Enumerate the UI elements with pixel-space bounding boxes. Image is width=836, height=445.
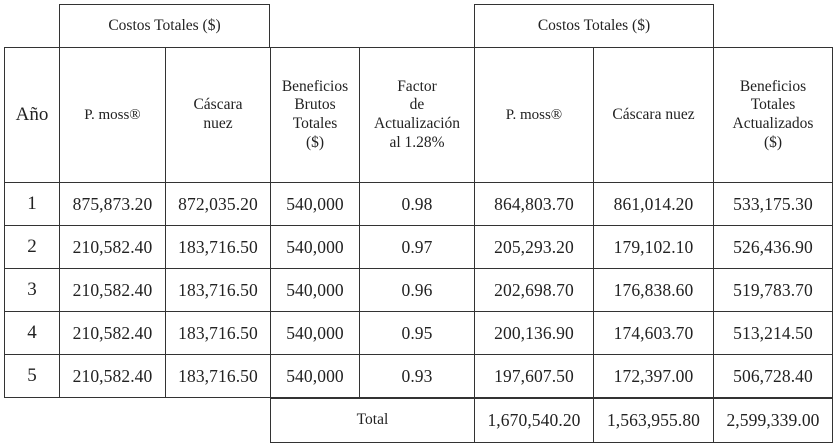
table-cell-factor: 0.97 [359, 225, 475, 269]
column-header-beneficios-brutos: Beneficios Brutos Totales ($) [270, 47, 360, 183]
table-cell-pmoss: 210,582.40 [59, 311, 166, 355]
table-cell-year: 5 [4, 354, 60, 398]
table-cell-beneficios: 540,000 [270, 182, 360, 226]
total-label: Total [356, 411, 389, 429]
table-cell-cascara-act: 861,014.20 [593, 182, 714, 226]
total-label-cell [270, 398, 475, 443]
group-header-left-label: Costos Totales ($) [108, 16, 221, 34]
column-header-year: Año [4, 47, 60, 183]
table-cell-factor: 0.93 [359, 354, 475, 398]
table-cell-pmoss-act: 205,293.20 [474, 225, 594, 269]
table-cell-beneficios: 540,000 [270, 354, 360, 398]
table-cell-factor: 0.95 [359, 311, 475, 355]
column-header-cascara-actualizado: Cáscara nuez [593, 47, 714, 183]
table-cell-pmoss: 875,873.20 [59, 182, 166, 226]
table-cell-year: 3 [4, 268, 60, 312]
table-cell-beneficios: 540,000 [270, 225, 360, 269]
table-cell-beneficios: 540,000 [270, 311, 360, 355]
table-cell-year: 4 [4, 311, 60, 355]
column-header-factor-actualizacion: Factor de Actualización al 1.28% [359, 47, 475, 183]
total-beneficios-actualizados: 2,599,339.00 [713, 398, 833, 443]
total-cascara-actualizado: 1,563,955.80 [593, 398, 714, 443]
table-cell-beneficios-act: 526,436.90 [713, 225, 833, 269]
table-cell-pmoss: 210,582.40 [59, 354, 166, 398]
table-cell-pmoss: 210,582.40 [59, 268, 166, 312]
table-cell-beneficios-act: 519,783.70 [713, 268, 833, 312]
table-cell-cascara-act: 176,838.60 [593, 268, 714, 312]
column-header-cascara: Cáscara nuez [165, 47, 271, 183]
table-cell-pmoss-act: 202,698.70 [474, 268, 594, 312]
table-cell-cascara: 183,716.50 [165, 354, 271, 398]
column-header-pmoss: P. moss® [59, 47, 166, 183]
table-cell-cascara-act: 179,102.10 [593, 225, 714, 269]
table-cell-cascara: 872,035.20 [165, 182, 271, 226]
total-pmoss-actualizado: 1,670,540.20 [474, 398, 594, 443]
table-cell-cascara-act: 172,397.00 [593, 354, 714, 398]
table-cell-beneficios: 540,000 [270, 268, 360, 312]
table-cell-year: 1 [4, 182, 60, 226]
table-cell-pmoss-act: 864,803.70 [474, 182, 594, 226]
table-cell-cascara-act: 174,603.70 [593, 311, 714, 355]
table-cell-pmoss-act: 197,607.50 [474, 354, 594, 398]
table-cell-pmoss-act: 200,136.90 [474, 311, 594, 355]
column-header-beneficios-actualizados: Beneficios Totales Actualizados ($) [713, 47, 833, 183]
column-header-pmoss-actualizado: P. moss® [474, 47, 594, 183]
table-cell-year: 2 [4, 225, 60, 269]
group-header-costos-totales [59, 4, 270, 48]
group-header-right-label: Costos Totales ($) [537, 16, 651, 34]
table-cell-beneficios-act: 513,214.50 [713, 311, 833, 355]
table-cell-cascara: 183,716.50 [165, 225, 271, 269]
table-cell-factor: 0.98 [359, 182, 475, 226]
table-cell-cascara: 183,716.50 [165, 268, 271, 312]
table-cell-beneficios-act: 506,728.40 [713, 354, 833, 398]
table-cell-factor: 0.96 [359, 268, 475, 312]
group-header-costos-totales-actualizados [474, 4, 714, 48]
table-cell-pmoss: 210,582.40 [59, 225, 166, 269]
table-cell-beneficios-act: 533,175.30 [713, 182, 833, 226]
table-cell-cascara: 183,716.50 [165, 311, 271, 355]
